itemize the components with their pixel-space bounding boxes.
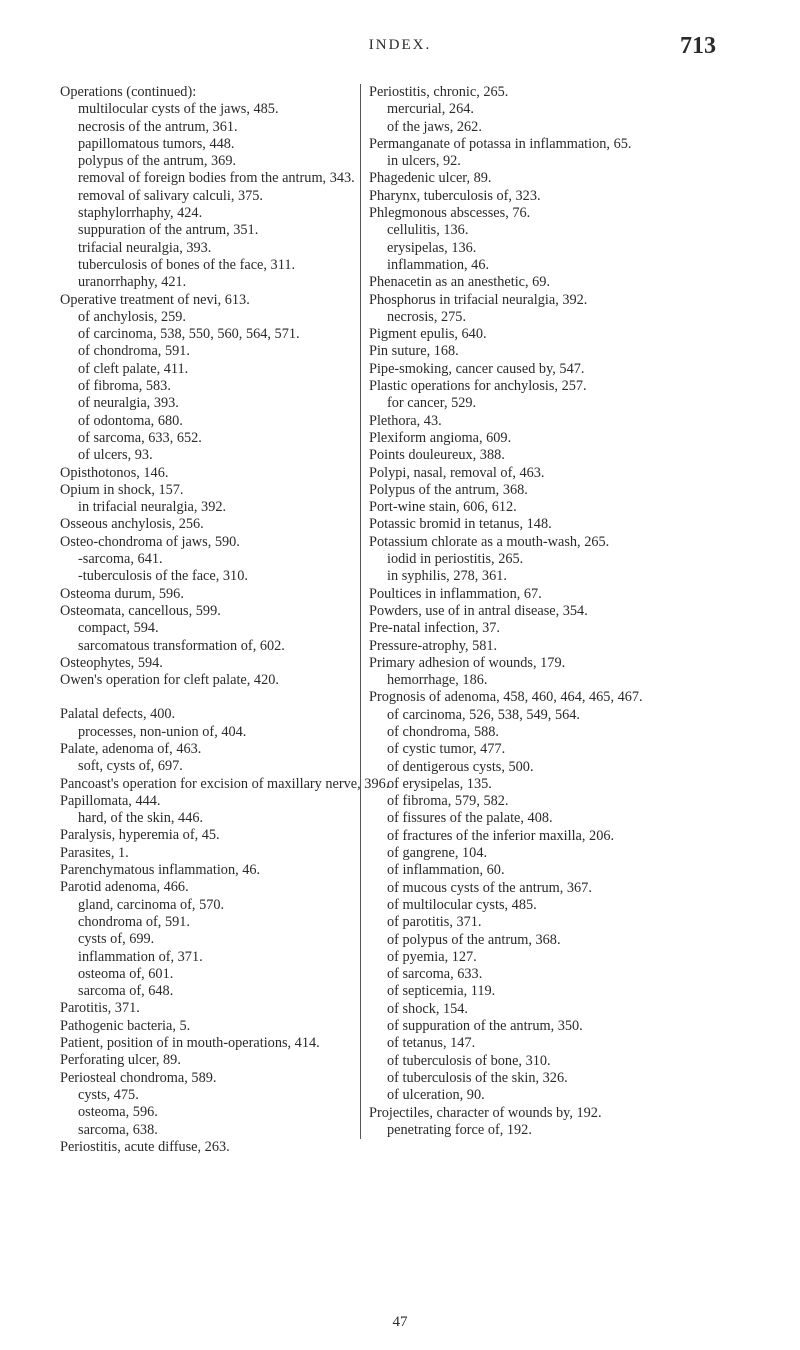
index-subentry: tuberculosis of bones of the face, 311. (78, 256, 296, 273)
index-entry: Operative treatment of nevi, 613. (60, 291, 250, 308)
index-subentry: mercurial, 264. (387, 101, 474, 118)
index-subentry: of polypus of the antrum, 368. (387, 931, 561, 948)
index-entry: Pipe-smoking, cancer caused by, 547. (369, 360, 585, 377)
index-subentry: papillomatous tumors, 448. (78, 135, 235, 152)
index-subentry: of cystic tumor, 477. (387, 741, 506, 758)
index-subentry: multilocular cysts of the jaws, 485. (78, 101, 279, 118)
index-subentry: gland, carcinoma of, 570. (78, 896, 225, 913)
index-entry: Plethora, 43. (369, 412, 442, 429)
index-subentry: in ulcers, 92. (387, 153, 461, 170)
index-entry: Pharynx, tuberculosis of, 323. (369, 187, 541, 204)
index-subentry: necrosis of the antrum, 361. (78, 118, 238, 135)
index-subentry: cysts, 475. (78, 1086, 139, 1103)
index-subentry: iodid in periostitis, 265. (387, 551, 524, 568)
index-entry: Phenacetin as an anesthetic, 69. (369, 274, 551, 291)
index-subentry: of dentigerous cysts, 500. (387, 758, 534, 775)
index-subentry: of ulcers, 93. (78, 447, 153, 464)
index-subentry: of odontoma, 680. (78, 412, 183, 429)
running-head-title: INDEX. (368, 37, 432, 53)
index-subentry: of tuberculosis of bone, 310. (387, 1052, 551, 1069)
index-entry: Polypi, nasal, removal of, 463. (369, 464, 545, 481)
index-subentry: osteoma, 596. (78, 1104, 158, 1121)
index-entry: Points douleureux, 388. (369, 447, 505, 464)
index-entry: Poultices in inflammation, 67. (369, 585, 542, 602)
index-entry: Operations (continued): (60, 84, 197, 100)
index-entry: Polypus of the antrum, 368. (369, 481, 528, 498)
index-entry: Pre-natal infection, 37. (369, 620, 501, 637)
index-subentry: suppuration of the antrum, 351. (78, 222, 259, 239)
index-entry: Phosphorus in trifacial neuralgia, 392. (369, 291, 588, 308)
index-entry: Opisthotonos, 146. (60, 464, 169, 481)
index-subentry: of the jaws, 262. (387, 118, 482, 135)
index-entry: Phagedenic ulcer, 89. (369, 170, 492, 187)
index-entry: Osteoma durum, 596. (60, 585, 184, 602)
index-subentry: of multilocular cysts, 485. (387, 896, 537, 913)
index-subentry: staphylorrhaphy, 424. (78, 205, 203, 222)
index-subentry: of fibroma, 579, 582. (387, 793, 509, 810)
folio-number: 47 (392, 1314, 408, 1330)
index-subentry: polypus of the antrum, 369. (78, 153, 237, 170)
index-subentry: hard, of the skin, 446. (78, 810, 204, 827)
index-entry: Papillomata, 444. (60, 792, 161, 809)
index-entry: Owen's operation for cleft palate, 420. (60, 672, 279, 689)
index-entry: Palatal defects, 400. (60, 706, 176, 723)
index-subentry: cysts of, 699. (78, 931, 155, 948)
index-column-left (60, 84, 400, 1156)
index-entry: Projectiles, character of wounds by, 192. (369, 1104, 602, 1121)
index-subentry: of carcinoma, 526, 538, 549, 564. (387, 706, 580, 723)
index-subentry: in trifacial neuralgia, 392. (78, 499, 227, 516)
index-entry: Paralysis, hyperemia of, 45. (60, 827, 220, 844)
index-subentry: sarcoma, 638. (78, 1121, 158, 1138)
index-subentry: uranorrhaphy, 421. (78, 274, 187, 291)
index-subentry: of anchylosis, 259. (78, 308, 187, 325)
index-entry: Prognosis of adenoma, 458, 460, 464, 465, 467. (369, 689, 643, 706)
index-entry: Plastic operations for anchylosis, 257. (369, 378, 587, 395)
index-entry: Primary adhesion of wounds, 179. (369, 654, 566, 671)
index-subentry: of pyemia, 127. (387, 948, 477, 965)
index-subentry: removal of salivary calculi, 375. (78, 187, 264, 204)
index-subentry: of gangrene, 104. (387, 845, 488, 862)
index-subentry: removal of foreign bodies from the antrum, 343. (78, 170, 355, 187)
index-subentry: -sarcoma, 641. (78, 551, 163, 568)
index-entry: Port-wine stain, 606, 612. (369, 499, 517, 516)
index-subentry: of tuberculosis of the skin, 326. (387, 1069, 568, 1086)
index-entry: Permanganate of potassa in inflammation, 65. (369, 135, 632, 152)
index-subentry: erysipelas, 136. (387, 239, 477, 256)
index-entry: Patient, position of in mouth-operations, 414. (60, 1035, 320, 1052)
index-subentry: of fractures of the inferior maxilla, 206. (387, 827, 615, 844)
index-subentry: of mucous cysts of the antrum, 367. (387, 879, 592, 896)
index-subentry: compact, 594. (78, 620, 159, 637)
index-entry: Periostitis, acute diffuse, 263. (60, 1138, 230, 1155)
index-subentry: of tetanus, 147. (387, 1035, 476, 1052)
index-subentry: of carcinoma, 538, 550, 560, 564, 571. (78, 326, 300, 343)
index-subentry: osteoma of, 601. (78, 965, 174, 982)
index-subentry: of fissures of the palate, 408. (387, 810, 553, 827)
index-entry: Powders, use of in antral disease, 354. (369, 602, 588, 619)
index-subentry: of chondroma, 591. (78, 343, 190, 360)
index-entry: Potassium chlorate as a mouth-wash, 265. (369, 533, 610, 550)
index-entry: Palate, adenoma of, 463. (60, 740, 202, 757)
index-entry: Plexiform angioma, 609. (369, 429, 512, 446)
index-subentry: of inflammation, 60. (387, 862, 505, 879)
index-entry: Potassic bromid in tetanus, 148. (369, 516, 552, 533)
index-subentry: hemorrhage, 186. (387, 672, 488, 689)
index-entry: Pathogenic bacteria, 5. (60, 1017, 191, 1034)
index-subentry: inflammation of, 371. (78, 948, 203, 965)
index-subentry: in syphilis, 278, 361. (387, 568, 507, 585)
index-subentry: of sarcoma, 633. (387, 966, 483, 983)
index-subentry: chondroma of, 591. (78, 913, 190, 930)
index-subentry: of cleft palate, 411. (78, 360, 189, 377)
index-entry: Osseous anchylosis, 256. (60, 516, 204, 533)
index-entry: Parenchymatous inflammation, 46. (60, 862, 261, 879)
index-entry: Phlegmonous abscesses, 76. (369, 205, 531, 222)
index-column-right (360, 84, 714, 1139)
index-subentry: of suppuration of the antrum, 350. (387, 1018, 583, 1035)
index-subentry: cellulitis, 136. (387, 222, 469, 239)
index-entry: Periosteal chondroma, 589. (60, 1069, 217, 1086)
index-subentry: trifacial neuralgia, 393. (78, 239, 212, 256)
index-subentry: of sarcoma, 633, 652. (78, 429, 202, 446)
index-entry: Pigment epulis, 640. (369, 326, 487, 343)
index-subentry: of fibroma, 583. (78, 378, 171, 395)
index-subentry: penetrating force of, 192. (387, 1121, 532, 1138)
index-subentry: of ulceration, 90. (387, 1087, 485, 1104)
index-entry: Osteo-chondroma of jaws, 590. (60, 533, 240, 550)
index-entry: Osteophytes, 594. (60, 654, 163, 671)
page-number: 713 (680, 33, 716, 59)
index-subentry: of erysipelas, 135. (387, 775, 492, 792)
index-entry: Pin suture, 168. (369, 343, 459, 360)
index-entry: Periostitis, chronic, 265. (369, 84, 509, 100)
index-subentry: for cancer, 529. (387, 395, 477, 412)
index-subentry: of septicemia, 119. (387, 983, 496, 1000)
index-entry: Pressure-atrophy, 581. (369, 637, 498, 654)
index-subentry: sarcoma of, 648. (78, 983, 174, 1000)
index-subentry: processes, non-union of, 404. (78, 723, 247, 740)
index-entry: Opium in shock, 157. (60, 481, 184, 498)
index-subentry: soft, cysts of, 697. (78, 758, 183, 775)
index-subentry: of chondroma, 588. (387, 723, 499, 740)
index-subentry: of shock, 154. (387, 1000, 469, 1017)
index-subentry: inflammation, 46. (387, 256, 490, 273)
index-entry: Parotid adenoma, 466. (60, 879, 189, 896)
index-entry: Perforating ulcer, 89. (60, 1052, 181, 1069)
index-subentry: -tuberculosis of the face, 310. (78, 568, 248, 585)
index-entry: Osteomata, cancellous, 599. (60, 602, 221, 619)
index-entry: Parasites, 1. (60, 844, 129, 861)
index-entry: Pancoast's operation for excision of maxillary nerve, 396. (60, 775, 390, 792)
index-entry: Parotitis, 371. (60, 1000, 140, 1017)
index-subentry: of parotitis, 371. (387, 914, 482, 931)
index-subentry: sarcomatous transformation of, 602. (78, 637, 285, 654)
index-subentry: necrosis, 275. (387, 308, 467, 325)
index-subentry: of neuralgia, 393. (78, 395, 179, 412)
